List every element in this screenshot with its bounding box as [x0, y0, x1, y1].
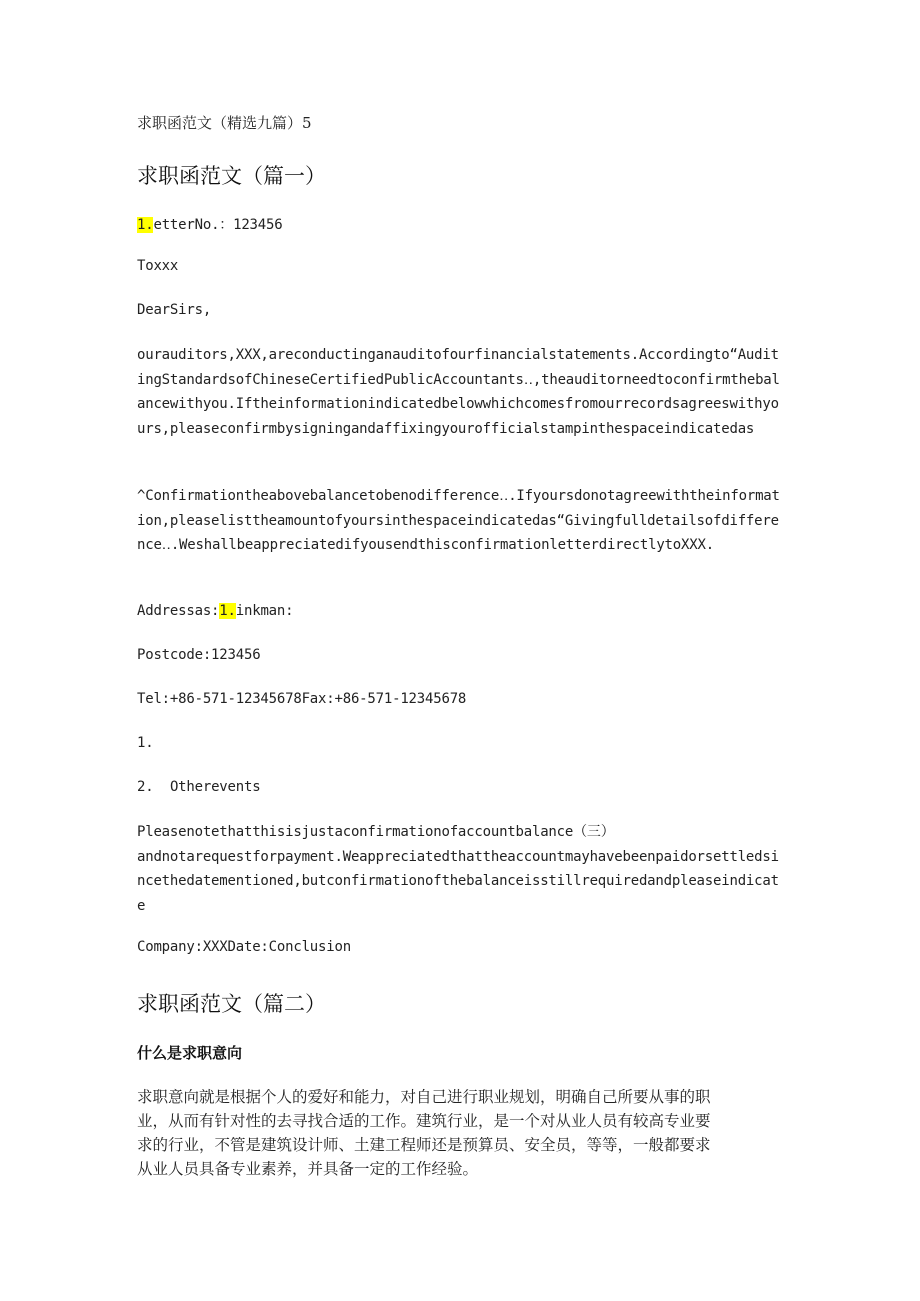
- salutation: DearSirs,: [137, 302, 212, 318]
- letter-number: [137, 214, 282, 234]
- list-text: Otherevents: [169, 779, 261, 795]
- company-line: Company:XXXDate:Conclusion: [137, 939, 351, 955]
- address-line: [137, 603, 293, 619]
- address-label: Addressas:: [137, 603, 220, 619]
- tel-fax-line: Tel:+86-571-12345678Fax:+86-571-12345678: [137, 691, 467, 707]
- list-item-1: 1.: [137, 735, 154, 751]
- paragraph-line: 求职意向就是根据个人的爱好和能力，对自己进行职业规划，明确自己所要从事的职: [137, 1088, 711, 1106]
- list-number: 2.: [137, 779, 154, 795]
- section-heading-1: 求职函范文（篇一）: [137, 164, 326, 188]
- linkman-label: inkman:: [235, 603, 294, 619]
- document-title: 求职函范文（精选九篇）5: [137, 114, 312, 132]
- chinese-paragraph: [137, 1085, 782, 1181]
- letter-paragraph-1: ourauditors,XXX,areconductinganauditofourfinancialstatements.Accordingto“AuditingStandardsofChineseCertifiedPublicAccountants‥,theauditorneedtoconfirmthebalancewithyou.Iftheinformationindicatedbelowwhichcomesfromourrecordsagreeswithyours,pleaseconfirmbysigningandaffixingyourofficialstampinthespaceindicatedas: [137, 347, 780, 437]
- section-heading-2: 求职函范文（篇二）: [137, 992, 326, 1016]
- paragraph-continuation: andnotarequestforpayment.Weappreciatedthattheaccountmayhavebeenpaidorsettledsincethedatementioned,butconfirmationofthebalanceisstillrequiredandpleaseindicate: [137, 848, 779, 914]
- paragraph-line: 业，从而有针对性的去寻找合适的工作。建筑行业，是一个对从业人员有较高专业要: [137, 1112, 711, 1130]
- subheading: 什么是求职意向: [137, 1044, 243, 1062]
- paragraph-first-line: Pleasenotethatthisisjustaconfirmationofaccountbalance（三）: [137, 824, 615, 840]
- letter-paragraph-2: ^Confirmationtheabovebalancetobenodifference‥.Ifyoursdonotagreewiththeinformation,pleaselisttheamountofyoursinthespaceindicatedas“Givingfulldetailsofdifference‥.WeshallbeappreciatedifyousendthisconfirmationletterdirectlytoXXX.: [137, 488, 780, 553]
- list-item-2: [137, 779, 260, 795]
- highlight-mark: 1.: [137, 217, 154, 233]
- recipient-line: Toxxx: [137, 258, 179, 274]
- letter-number-text: etterNo.：123456: [153, 217, 283, 233]
- paragraph-line: 求的行业，不管是建筑设计师、土建工程师还是预算员、安全员，等等，一般都要求: [137, 1136, 711, 1154]
- postcode-line: Postcode:123456: [137, 647, 261, 663]
- letter-paragraph-3: [137, 820, 782, 918]
- highlight-mark: 1.: [219, 603, 236, 619]
- paragraph-line: 从业人员具备专业素养，并具备一定的工作经验。: [137, 1160, 479, 1178]
